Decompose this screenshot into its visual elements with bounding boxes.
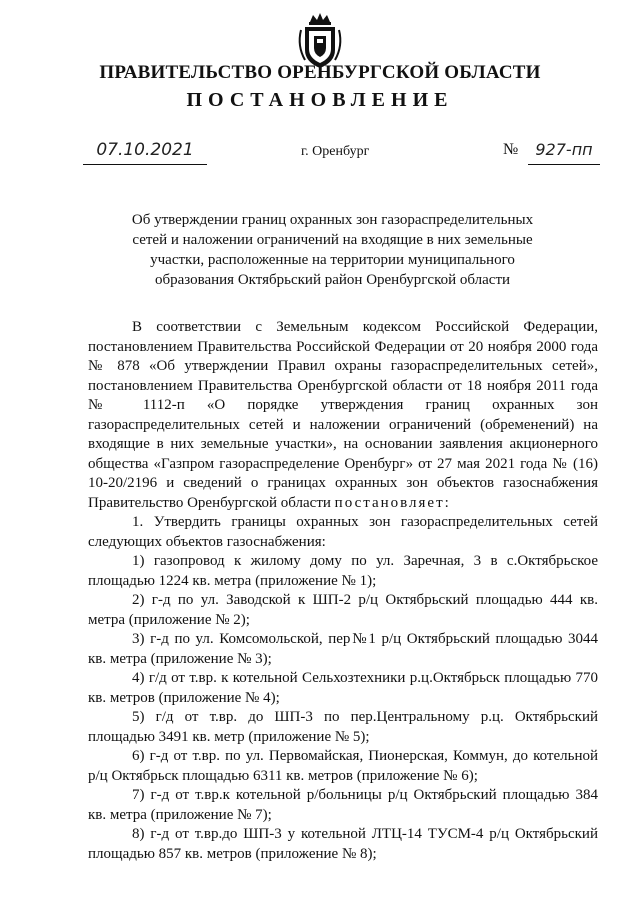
- list-item: 4) г/д от т.вр. к котельной Сельхозтехники р.ц.Октябрьск площадью 770 кв. метров (приложение № 4);: [88, 670, 598, 706]
- document-city: г. Оренбург: [301, 144, 370, 159]
- resolves-word: постановляет:: [334, 494, 451, 511]
- list-item: 2) г-д по ул. Заводской к ШП-2 р/ц Октябрьский площадью 444 кв. метра (приложение № 2);: [88, 592, 598, 628]
- list-item: 5) г/д от т.вр. до ШП-3 по пер.Центральному р.ц. Октябрьский площадью 3491 кв. метр (приложение № 5);: [88, 709, 598, 745]
- government-title: ПРАВИТЕЛЬСТВО ОРЕНБУРГСКОЙ ОБЛАСТИ: [99, 62, 541, 83]
- document-type: ПОСТАНОВЛЕНИЕ: [186, 89, 454, 111]
- document-number-label: №: [503, 141, 519, 158]
- list-item: 7) г-д от т.вр.к котельной р/больницы р/ц Октябрьский площадью 384 кв. метра (приложение № 7);: [88, 787, 598, 823]
- list-item: 3) г-д по ул. Комсомольской, пер№1 р/ц Октябрьский площадью 3044 кв. метра (приложение № 3);: [88, 631, 598, 667]
- list-item: 6) г-д от т.вр. по ул. Первомайская, Пионерская, Коммун, до котельной р/ц Октябрьск площадью 6311 кв. метров (приложение № 6);: [88, 748, 598, 784]
- document-body: [88, 318, 598, 864]
- document-date: 07.10.2021: [83, 140, 207, 165]
- list-item: 1) газопровод к жилому дому по ул. Заречная, 3 в с.Октябрьское площадью 1224 кв. метра (приложение № 1);: [88, 553, 598, 589]
- document-subject: Об утверждении границ охранных зон газораспределительных сетей и наложении ограничений на входящие в них земельные участки, расположенные на территории муниципального образования Октябрьский район Оренбургской области: [131, 212, 534, 288]
- clause-1: 1. Утвердить границы охранных зон газораспределительных сетей следующих объектов газоснабжения:: [88, 514, 598, 550]
- preamble-text: В соответствии с Земельным кодексом Российской Федерации, постановлением Правительства Российской Федерации от 20 ноября 2000 года № 878 «Об утверждении Правил охраны газораспределительных сетей», постановлением Правительства Оренбургской области от 18 ноября 2011 года № 1112-п «О порядке утверждения границ охранных зон газораспределительных сетей и наложении ограничений (обременений) на входящие в них земельные участки», на основании заявления акционерного общества «Газпром газораспределение Оренбург» от 27 мая 2021 года № (16) 10-20/2196 и сведений о границах охранных зон объектов газоснабжения Правительство Оренбургской области: [88, 319, 598, 511]
- preamble-paragraph: [88, 318, 598, 513]
- list-item: 8) г-д от т.вр.до ШП-3 у котельной ЛТЦ-14 ТУСМ-4 р/ц Октябрьский площадью 857 кв. метров (приложение № 8);: [88, 826, 598, 862]
- document-number: 927-пп: [528, 140, 600, 165]
